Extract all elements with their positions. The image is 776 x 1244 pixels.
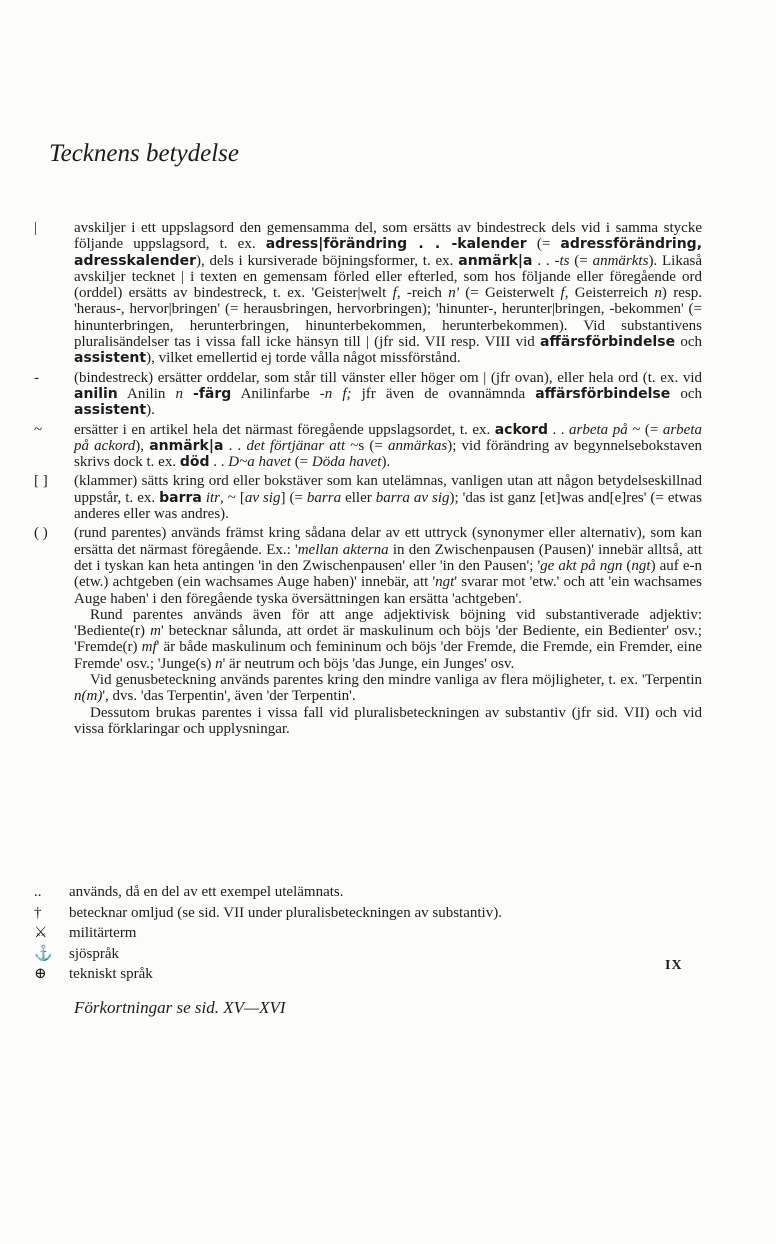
text: . .	[223, 437, 247, 454]
entry-paragraph	[74, 525, 702, 606]
headword: barra	[159, 489, 202, 506]
text: Rund parentes används även för att ange adjektivisk böjning vid substantiverade adjektiv: 'Bediente(r)	[74, 606, 702, 640]
text: och	[670, 385, 702, 402]
entry-paragraph	[74, 473, 702, 522]
italic-text: n	[654, 285, 662, 302]
headword: adressförändring, adresskalender	[74, 236, 703, 269]
text: , Geisterreich	[564, 285, 655, 302]
text: ' svarar mot 'etw.' och att 'ein wachsames Auge haben' i den föregående tyska översättningen kan ersätta 'achtgeben'.	[74, 574, 702, 607]
entry-body	[74, 473, 702, 522]
entry	[34, 370, 702, 419]
text: ); 'das ist ganz [et]was and[e]res' (= etwas anderes eller was andres).	[74, 489, 703, 523]
page-number: IX	[665, 958, 683, 973]
italic-text: f	[560, 285, 565, 302]
symbol-legend	[34, 882, 502, 985]
italic-text: barra av sig	[375, 489, 450, 506]
legend-symbol: ..	[34, 884, 42, 900]
headword: assistent	[74, 402, 147, 419]
legend-text: sjöspråk	[69, 945, 119, 962]
entry-symbol: [ ]	[34, 473, 48, 490]
legend-symbol: †	[34, 904, 42, 921]
entry-symbol: ( )	[34, 525, 48, 542]
headword: anmärk|a	[458, 252, 533, 269]
italic-text: f	[392, 285, 397, 302]
text: in den Zwischenpausen (Pausen)' innebär alltså, att det i tyskan kan heta antingen 'in den Zwischenpausen' eller 'in den Pausen'; '	[74, 541, 702, 574]
text: eller	[341, 489, 376, 506]
text: ' är neutrum och böjs 'das Junge, ein Junges' osv.	[222, 655, 515, 672]
entry-paragraph	[74, 422, 702, 471]
text: ), vilket emellertid ej torde vålla något missförstånd.	[146, 350, 461, 367]
text: ersätter i en artikel hela det närmast föregående uppslagsordet, t. ex.	[74, 421, 495, 438]
italic-text: n(m)	[74, 688, 103, 705]
entry-body	[74, 525, 702, 737]
italic-text: -n f;	[319, 385, 352, 402]
legend-text: betecknar omljud (se sid. VII under pluralisbeteckningen av substantiv).	[69, 904, 502, 921]
italic-text: n	[215, 655, 223, 672]
headword: assistent	[74, 350, 147, 367]
text: ] (=	[280, 489, 307, 506]
legend-row	[34, 923, 502, 944]
italic-text: n'	[448, 285, 459, 302]
entry	[34, 473, 702, 522]
entry-paragraph	[74, 672, 702, 705]
text: ) resp. 'heraus-, hervor|bringen' (= herausbringen, hervorbringen); 'hinunter-, herunter|bringen, -bekommen' (= hinunterbringen, herunterbringen, hinunterbekommen, herunterbekommen). Vid substantivens pluralisändelser tas i vissa fall icke hänsyn till | (jfr sid. VII resp. VIII vid	[74, 285, 702, 351]
text: (bindestreck) ersätter orddelar, som står till vänster eller höger om | (jfr ovan), eller hela ord (t. ex. vid	[74, 369, 702, 386]
text: Dessutom brukas parentes i vissa fall vid pluralisbeteckningen av substantiv (jfr sid. VII) och vid vissa förklaringar och upplysningar.	[74, 704, 702, 737]
entry-body	[74, 220, 702, 367]
entry	[34, 422, 702, 471]
entry-paragraph	[74, 220, 702, 367]
text: ), dels i kursiverade böjningsformer, t. ex.	[195, 252, 459, 269]
headword: anilin	[74, 385, 118, 402]
italic-text: ngt	[435, 574, 455, 591]
entry-paragraph	[74, 607, 702, 672]
italic-text: anmärkts	[592, 252, 649, 269]
entry-symbol: -	[34, 369, 39, 386]
legend-symbol: ⚔	[34, 925, 48, 941]
headword: anmärk|a	[149, 437, 224, 454]
legend-symbol: ⚓	[34, 945, 53, 962]
entry-symbol: |	[34, 220, 38, 236]
legend-symbol: ⊕	[34, 966, 47, 982]
legend-row	[34, 964, 502, 985]
entry-symbol: ~	[34, 421, 43, 438]
text: (=	[290, 454, 312, 471]
italic-text: ngt	[631, 557, 651, 574]
text: ' betecknar sålunda, att ordet är maskulinum och böjs 'der Bediente, ein Bedienter' osv.; 'Fremde(r)	[74, 623, 702, 656]
italic-text: m	[150, 623, 161, 640]
text: ~ (=	[627, 421, 663, 438]
text: (	[622, 557, 632, 574]
italic-text: -ts	[554, 252, 570, 269]
italic-text: barra	[306, 489, 342, 506]
legend-text: tekniskt språk	[69, 966, 153, 982]
italic-text: Döda havet	[311, 454, 382, 471]
text: ', dvs. 'das Terpentin', även 'der Terpentin'.	[102, 688, 356, 705]
text: (=	[526, 236, 561, 253]
italic-text: n	[175, 385, 183, 402]
text: och	[675, 334, 702, 351]
text: ' är både maskulinum och femininum och böjs 'der Fremde, die Fremde, ein Fremder, eine Fremde' osv.; 'Junge(s)	[74, 639, 702, 672]
entry-body	[74, 422, 702, 471]
text: (= Geisterwelt	[458, 285, 561, 302]
headword: affärsförbindelse	[535, 385, 671, 402]
text: ) auf e-n (etw.) achtgeben (ein wachsames Auge haben)' innebär, att '	[74, 557, 702, 591]
text	[183, 386, 193, 402]
entry	[34, 220, 702, 367]
text: ~s (=	[345, 437, 389, 454]
text: ).	[381, 454, 391, 471]
headword: död	[179, 454, 210, 471]
text: Anilin	[117, 385, 176, 402]
legend-row	[34, 903, 502, 924]
headword: ackord	[494, 421, 548, 438]
italic-text: ge akt på ngn	[540, 557, 623, 574]
page-title: Tecknens betydelse	[49, 140, 239, 167]
text: Vid genusbeteckning används parentes kring den mindre vanliga av flera möjligheter, t. ex. 'Terpentin	[90, 672, 702, 689]
text: (=	[569, 252, 593, 269]
text: , ~ [	[220, 489, 245, 506]
headword: affärsförbindelse	[540, 334, 676, 351]
italic-text: D~a havet	[228, 454, 291, 471]
text: ); vid förändring av begynnelsebokstaven skrivs dock t. ex.	[74, 437, 702, 471]
symbol-explanations	[34, 220, 702, 740]
text: ). Likaså avskiljer tecknet | i texten en gemensam förled eller efterled, som hos följande eller föregående ord (orddel) ersätts av bindestreck, t. ex. 'Geister|welt	[74, 252, 702, 302]
text: (rund parentes) används främst kring sådana delar av ett uttryck (synonymer eller alternativ), som kan ersätta det närmast föregående. Ex.: '	[74, 525, 702, 558]
italic-text: av sig	[244, 489, 281, 506]
legend-text: militärterm	[69, 925, 137, 941]
entry-paragraph	[74, 705, 702, 738]
italic-text: mf	[141, 639, 157, 656]
italic-text: det förtjänar att	[246, 437, 346, 454]
text: . .	[547, 421, 570, 438]
text: (klammer) sätts kring ord eller bokstäver som kan utelämnas, vanligen utan att någon betydelseskillnad uppstår, t. ex.	[74, 473, 702, 506]
text: avskiljer i ett uppslagsord den gemensamma del, som ersätts av bindestreck dels vid i samma stycke följande uppslagsord, t. ex.	[74, 220, 702, 253]
text: ).	[146, 402, 155, 419]
entry-paragraph	[74, 370, 702, 419]
entry-body	[74, 370, 702, 419]
legend-row	[34, 944, 502, 965]
italic-text: arbeta på	[569, 421, 628, 438]
text: , -reich	[396, 285, 449, 302]
italic-text: mellan akterna	[297, 541, 389, 558]
entry	[34, 525, 702, 737]
text: Anilinfarbe	[231, 385, 320, 402]
headword: -färg	[193, 385, 232, 402]
headword: adress|förändring . . -kalender	[265, 236, 527, 253]
italic-text: itr	[205, 489, 220, 506]
italic-text: arbeta på ackord	[74, 421, 702, 454]
legend-text: används, då en del av ett exempel utelämnats.	[69, 884, 344, 900]
abbreviations-reference: Förkortningar se sid. XV—XVI	[74, 998, 286, 1017]
text: . .	[209, 454, 229, 471]
legend-row	[34, 882, 502, 903]
text: jfr även de ovannämnda	[351, 385, 536, 402]
text: ),	[135, 437, 150, 454]
italic-text: anmärkas	[388, 437, 448, 454]
text: . .	[532, 252, 555, 269]
